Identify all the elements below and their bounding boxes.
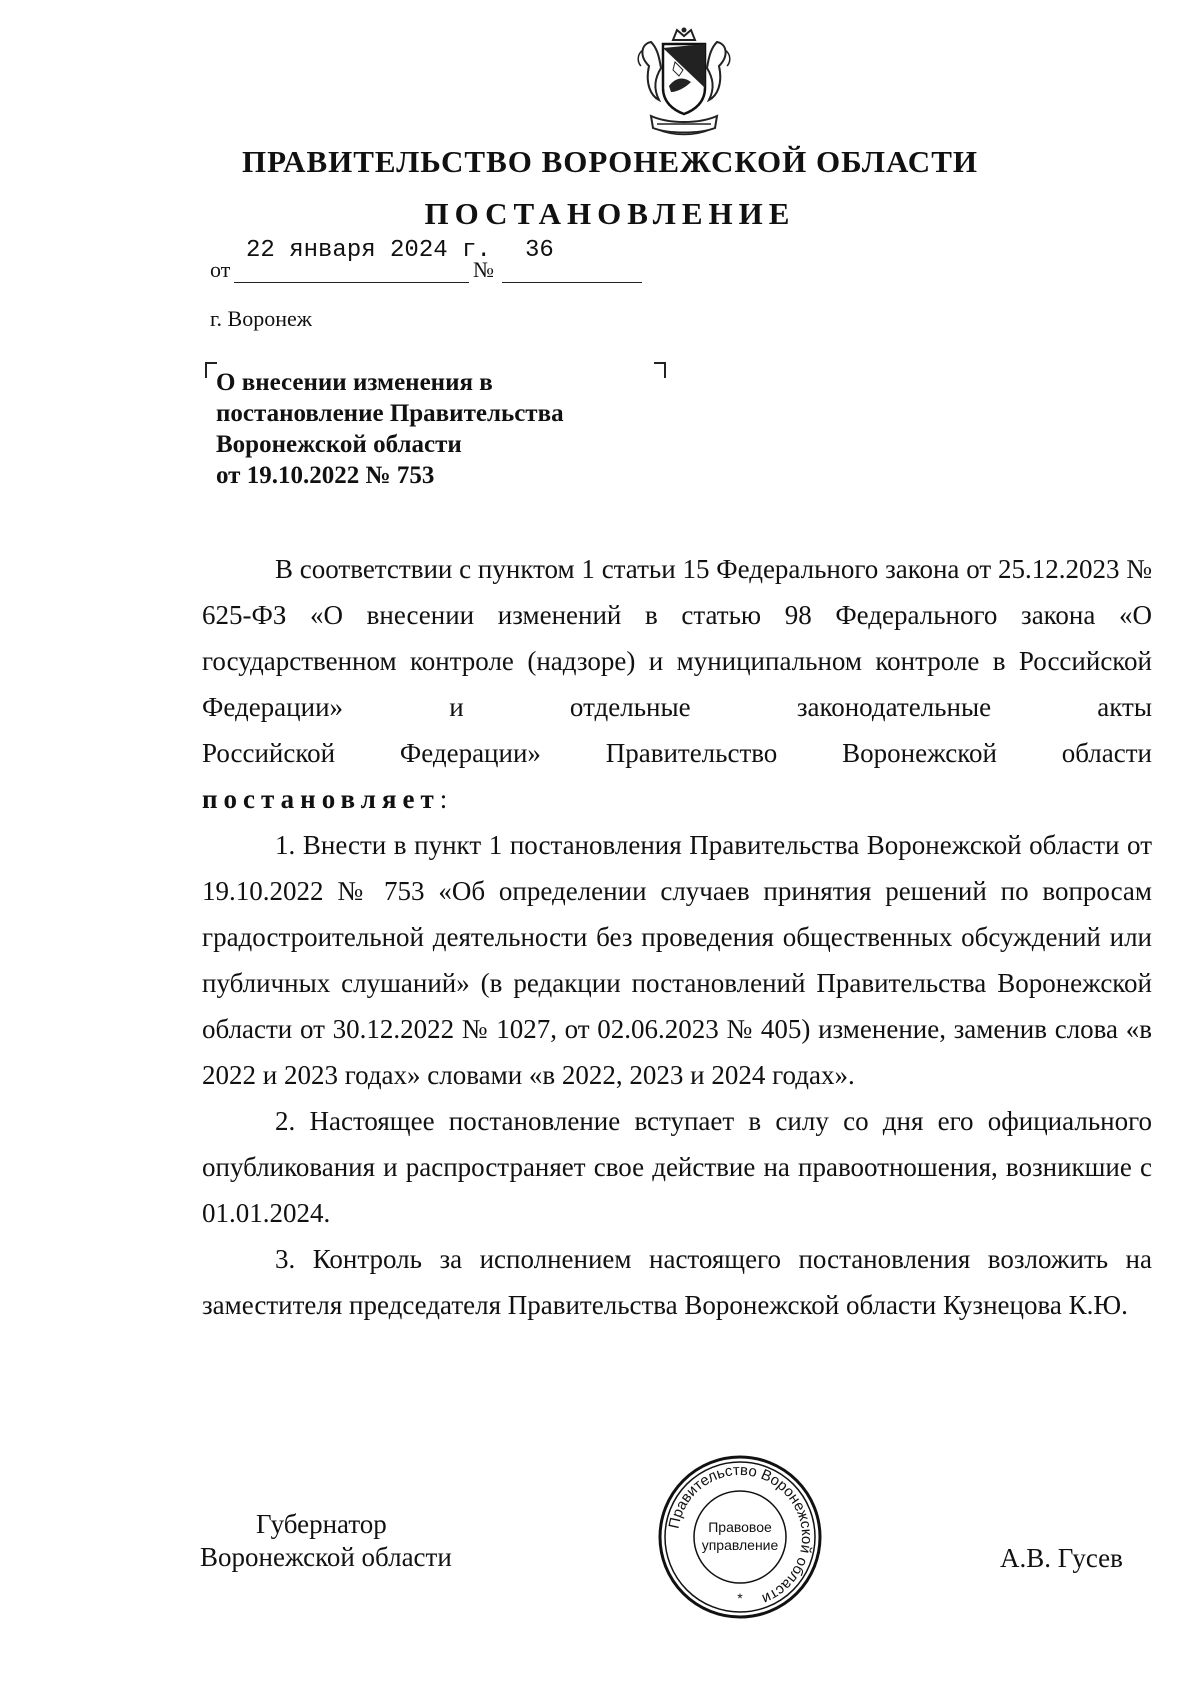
signer-position bbox=[200, 1508, 452, 1574]
signer-name: А.В. Гусев bbox=[1000, 1543, 1123, 1573]
official-stamp bbox=[655, 1452, 825, 1622]
stamp-center-line: Правовое bbox=[708, 1519, 772, 1535]
number-underline bbox=[502, 282, 642, 283]
item-2: 2. Настоящее постановление вступает в силу со дня его официального опубликования и распространяет свое действие на правоотношения, возникшие с 01.01.2024. bbox=[202, 1106, 1152, 1228]
government-name: ПРАВИТЕЛЬСТВО ВОРОНЕЖСКОЙ ОБЛАСТИ bbox=[242, 144, 978, 179]
signer-post-line: Воронежской области bbox=[200, 1542, 452, 1572]
stamp-star: * bbox=[737, 1590, 743, 1606]
number-label: № bbox=[473, 257, 494, 282]
stamp-ring-text: Правительство Воронежской области bbox=[665, 1461, 816, 1608]
preamble-text: В соответствии с пунктом 1 статьи 15 Федерального закона от 25.12.2023 № 625-ФЗ «О внесении изменений в статью 98 Федерального закона «О государственном контроле (надзоре) и муниципальном контроле в Российской Федерации» и отдельные законодательные акты bbox=[202, 554, 1152, 722]
number-value: 36 bbox=[525, 237, 554, 264]
resolves-colon: : bbox=[439, 784, 448, 814]
subject-line: Воронежской области bbox=[216, 431, 462, 458]
item-3: 3. Контроль за исполнением настоящего постановления возложить на заместителя председателя Правительства Воронежской области Кузнецова К.Ю. bbox=[202, 1244, 1152, 1320]
coat-of-arms-icon bbox=[629, 26, 739, 141]
subject-line: О внесении изменения в bbox=[216, 369, 493, 396]
date-value: 22 января 2024 г. bbox=[246, 237, 491, 264]
date-underline bbox=[234, 282, 469, 283]
date-label: от bbox=[210, 257, 231, 282]
subject-line: от 19.10.2022 № 753 bbox=[216, 462, 435, 489]
signer-post-line: Губернатор bbox=[256, 1509, 387, 1539]
document-type: ПОСТАНОВЛЕНИЕ bbox=[424, 196, 796, 231]
stamp-center-line: управление bbox=[701, 1537, 779, 1553]
city: г. Воронеж bbox=[210, 306, 312, 331]
preamble-paragraph bbox=[202, 546, 1152, 730]
resolves-word: постановляет bbox=[202, 784, 440, 814]
document-body bbox=[202, 546, 1152, 1328]
document-subject bbox=[216, 367, 564, 491]
preamble-last-line: Российской Федерации» Правительство Воронежской области bbox=[202, 738, 1152, 768]
item-1: 1. Внести в пункт 1 постановления Правительства Воронежской области от 19.10.2022 № 753 «Об определении случаев принятия решений по вопросам градостроительной деятельности без проведения общественных обсуждений или публичных слушаний» (в редакции постановлений Правительства Воронежской области от 30.12.2022 № 1027, от 02.06.2023 № 405) изменение, заменив слова «в 2022 и 2023 годах» словами «в 2022, 2023 и 2024 годах». bbox=[202, 830, 1152, 1090]
subject-corner-right bbox=[654, 362, 666, 378]
resolves-line bbox=[202, 776, 1152, 822]
subject-line: постановление Правительства bbox=[216, 400, 564, 427]
